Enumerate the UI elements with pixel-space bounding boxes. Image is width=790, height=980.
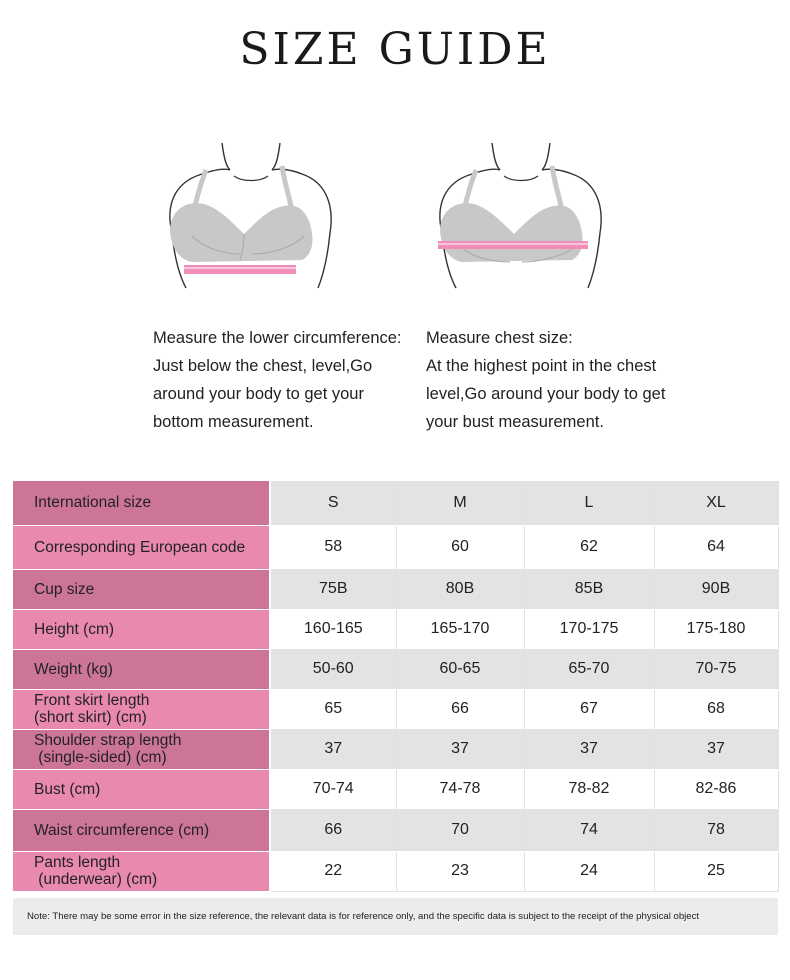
table-cell: 24 [524,851,654,891]
table-row [13,851,778,891]
table-cell: 175-180 [654,609,778,649]
underbust-measure-illustration [152,138,352,298]
row-label: Waist circumference (cm) [13,809,270,851]
table-cell: 70 [396,809,524,851]
table-cell: 25 [654,851,778,891]
table-row [13,481,778,525]
instruction-line: bottom measurement. [153,413,314,431]
table-cell: 165-170 [396,609,524,649]
instruction-line: level,Go around your body to get [426,385,666,403]
table-cell: 90B [654,569,778,609]
table-row [13,569,778,609]
row-label: Height (cm) [13,609,270,649]
table-row [13,525,778,569]
table-cell: XL [654,481,778,525]
table-cell: 170-175 [524,609,654,649]
table-cell: 22 [270,851,396,891]
underbust-instructions [153,324,423,436]
table-row [13,649,778,689]
bust-instructions [426,324,696,436]
table-cell: 66 [396,689,524,729]
table-cell: 78-82 [524,769,654,809]
table-cell: 78 [654,809,778,851]
row-label: Cup size [13,569,270,609]
table-cell: 85B [524,569,654,609]
row-label: International size [13,481,270,525]
table-cell: 37 [270,729,396,769]
table-cell: 64 [654,525,778,569]
page-title: SIZE GUIDE [239,24,551,75]
row-label: Weight (kg) [13,649,270,689]
row-label: Bust (cm) [13,769,270,809]
table-cell: 66 [270,809,396,851]
instruction-line: Measure the lower circumference: [153,329,402,347]
disclaimer-note: Note: There may be some error in the size reference, the relevant data is for reference only, and the specific data is subject to the receipt of the physical object [13,898,778,935]
table-row [13,809,778,851]
table-cell: S [270,481,396,525]
table-cell: 37 [524,729,654,769]
table-cell: 67 [524,689,654,729]
table-cell: 68 [654,689,778,729]
bust-measure-illustration [422,138,622,298]
table-cell: M [396,481,524,525]
table-row [13,769,778,809]
table-cell: 74-78 [396,769,524,809]
table-cell: 37 [654,729,778,769]
table-row [13,689,778,729]
table-cell: 58 [270,525,396,569]
row-label: Corresponding European code [13,525,270,569]
table-cell: 37 [396,729,524,769]
table-cell: 23 [396,851,524,891]
table-cell: 70-75 [654,649,778,689]
table-cell: 50-60 [270,649,396,689]
table-cell: 82-86 [654,769,778,809]
instruction-line: At the highest point in the chest [426,357,657,375]
table-row [13,729,778,769]
row-label: Front skirt length (short skirt) (cm) [13,689,270,729]
instruction-line: Just below the chest, level,Go [153,357,373,375]
instruction-line: Measure chest size: [426,329,573,347]
table-cell: 74 [524,809,654,851]
table-row [13,609,778,649]
instruction-line: your bust measurement. [426,413,604,431]
size-chart-table [13,481,779,892]
table-cell: 60-65 [396,649,524,689]
row-label: Shoulder strap length (single-sided) (cm) [13,729,270,769]
table-cell: 160-165 [270,609,396,649]
instruction-line: around your body to get your [153,385,364,403]
table-cell: L [524,481,654,525]
row-label: Pants length (underwear) (cm) [13,851,270,891]
table-cell: 70-74 [270,769,396,809]
table-cell: 60 [396,525,524,569]
table-cell: 65 [270,689,396,729]
table-cell: 62 [524,525,654,569]
table-cell: 65-70 [524,649,654,689]
table-cell: 80B [396,569,524,609]
table-cell: 75B [270,569,396,609]
